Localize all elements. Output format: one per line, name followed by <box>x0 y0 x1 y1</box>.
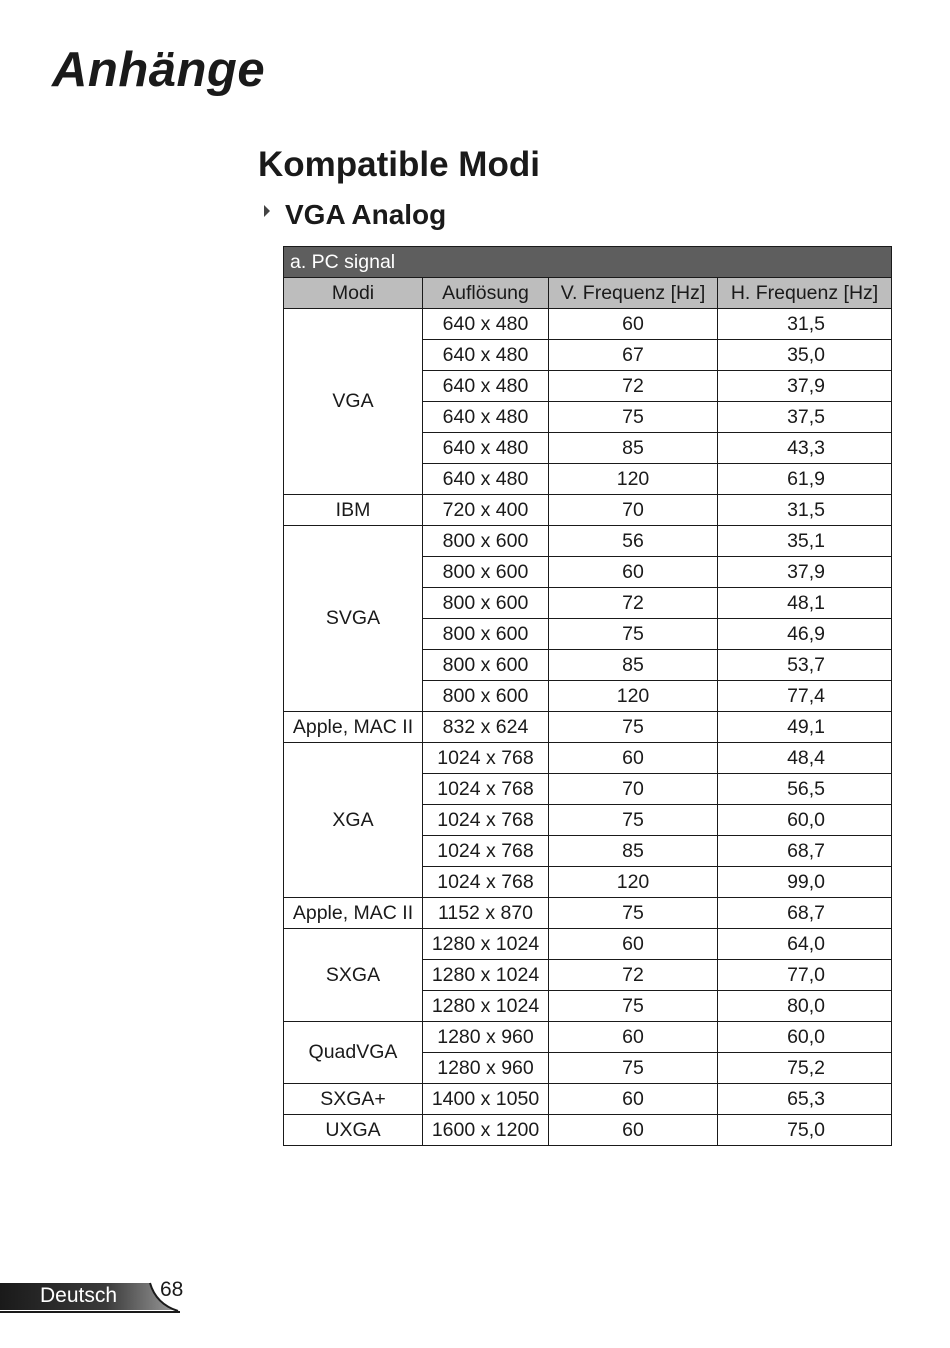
section-title: Kompatible Modi <box>258 145 540 184</box>
h-frequency-cell: 37,9 <box>718 371 892 402</box>
mode-cell: Apple, MAC II <box>284 898 423 929</box>
subsection-title: VGA Analog <box>285 199 447 230</box>
v-frequency-cell: 120 <box>549 867 718 898</box>
h-frequency-cell: 37,5 <box>718 402 892 433</box>
table-row <box>284 1022 892 1053</box>
resolution-cell: 800 x 600 <box>423 619 549 650</box>
header-h-frequenz: H. Frequenz [Hz] <box>718 278 892 309</box>
v-frequency-cell: 75 <box>549 402 718 433</box>
chapter-title: Anhänge <box>52 43 266 97</box>
h-frequency-cell: 60,0 <box>718 1022 892 1053</box>
resolution-cell: 1280 x 1024 <box>423 960 549 991</box>
v-frequency-cell: 75 <box>549 619 718 650</box>
h-frequency-cell: 80,0 <box>718 991 892 1022</box>
v-frequency-cell: 70 <box>549 495 718 526</box>
resolution-cell: 800 x 600 <box>423 557 549 588</box>
v-frequency-cell: 85 <box>549 433 718 464</box>
h-frequency-cell: 75,2 <box>718 1053 892 1084</box>
table-row <box>284 743 892 774</box>
v-frequency-cell: 60 <box>549 1022 718 1053</box>
v-frequency-cell: 75 <box>549 991 718 1022</box>
h-frequency-cell: 48,4 <box>718 743 892 774</box>
resolution-cell: 1280 x 960 <box>423 1022 549 1053</box>
h-frequency-cell: 68,7 <box>718 898 892 929</box>
resolution-cell: 800 x 600 <box>423 526 549 557</box>
table-caption-row <box>284 247 892 278</box>
resolution-cell: 1280 x 1024 <box>423 929 549 960</box>
resolution-cell: 640 x 480 <box>423 402 549 433</box>
resolution-cell: 640 x 480 <box>423 340 549 371</box>
h-frequency-cell: 53,7 <box>718 650 892 681</box>
mode-cell: SXGA+ <box>284 1084 423 1115</box>
triangle-bullet-icon <box>264 205 270 217</box>
h-frequency-cell: 60,0 <box>718 805 892 836</box>
table-row <box>284 898 892 929</box>
resolution-cell: 720 x 400 <box>423 495 549 526</box>
mode-cell: SVGA <box>284 526 423 712</box>
v-frequency-cell: 60 <box>549 557 718 588</box>
v-frequency-cell: 60 <box>549 1084 718 1115</box>
resolution-cell: 800 x 600 <box>423 588 549 619</box>
v-frequency-cell: 60 <box>549 309 718 340</box>
resolution-cell: 1024 x 768 <box>423 743 549 774</box>
v-frequency-cell: 75 <box>549 1053 718 1084</box>
resolution-cell: 1600 x 1200 <box>423 1115 549 1146</box>
v-frequency-cell: 67 <box>549 340 718 371</box>
resolution-cell: 1152 x 870 <box>423 898 549 929</box>
v-frequency-cell: 120 <box>549 681 718 712</box>
mode-cell: XGA <box>284 743 423 898</box>
v-frequency-cell: 120 <box>549 464 718 495</box>
v-frequency-cell: 75 <box>549 712 718 743</box>
resolution-cell: 800 x 600 <box>423 681 549 712</box>
v-frequency-cell: 72 <box>549 371 718 402</box>
h-frequency-cell: 37,9 <box>718 557 892 588</box>
v-frequency-cell: 60 <box>549 929 718 960</box>
h-frequency-cell: 31,5 <box>718 495 892 526</box>
h-frequency-cell: 77,0 <box>718 960 892 991</box>
v-frequency-cell: 72 <box>549 588 718 619</box>
table-row <box>284 1115 892 1146</box>
h-frequency-cell: 56,5 <box>718 774 892 805</box>
v-frequency-cell: 75 <box>549 805 718 836</box>
resolution-cell: 800 x 600 <box>423 650 549 681</box>
header-v-frequenz: V. Frequenz [Hz] <box>549 278 718 309</box>
resolution-cell: 1024 x 768 <box>423 867 549 898</box>
v-frequency-cell: 60 <box>549 743 718 774</box>
h-frequency-cell: 49,1 <box>718 712 892 743</box>
v-frequency-cell: 85 <box>549 836 718 867</box>
h-frequency-cell: 35,0 <box>718 340 892 371</box>
mode-cell: Apple, MAC II <box>284 712 423 743</box>
footer-language: Deutsch <box>40 1284 118 1307</box>
resolution-cell: 640 x 480 <box>423 371 549 402</box>
mode-cell: QuadVGA <box>284 1022 423 1084</box>
table-header-row <box>284 278 892 309</box>
mode-cell: VGA <box>284 309 423 495</box>
table-row <box>284 309 892 340</box>
page-number: 68 <box>160 1278 184 1301</box>
h-frequency-cell: 68,7 <box>718 836 892 867</box>
v-frequency-cell: 75 <box>549 898 718 929</box>
compatible-modes-table <box>283 246 892 1146</box>
h-frequency-cell: 65,3 <box>718 1084 892 1115</box>
h-frequency-cell: 35,1 <box>718 526 892 557</box>
resolution-cell: 640 x 480 <box>423 309 549 340</box>
table-row <box>284 1084 892 1115</box>
resolution-cell: 640 x 480 <box>423 464 549 495</box>
table-body <box>284 309 892 1146</box>
h-frequency-cell: 75,0 <box>718 1115 892 1146</box>
table-caption: a. PC signal <box>284 247 892 278</box>
subsection-heading <box>264 199 446 231</box>
resolution-cell: 1024 x 768 <box>423 774 549 805</box>
h-frequency-cell: 61,9 <box>718 464 892 495</box>
v-frequency-cell: 72 <box>549 960 718 991</box>
resolution-cell: 1280 x 960 <box>423 1053 549 1084</box>
h-frequency-cell: 48,1 <box>718 588 892 619</box>
resolution-cell: 1024 x 768 <box>423 836 549 867</box>
h-frequency-cell: 46,9 <box>718 619 892 650</box>
table-row <box>284 526 892 557</box>
header-aufloesung: Auflösung <box>423 278 549 309</box>
h-frequency-cell: 99,0 <box>718 867 892 898</box>
resolution-cell: 640 x 480 <box>423 433 549 464</box>
table-row <box>284 495 892 526</box>
table-row <box>284 929 892 960</box>
header-modi: Modi <box>284 278 423 309</box>
v-frequency-cell: 70 <box>549 774 718 805</box>
resolution-cell: 1024 x 768 <box>423 805 549 836</box>
h-frequency-cell: 31,5 <box>718 309 892 340</box>
resolution-cell: 1400 x 1050 <box>423 1084 549 1115</box>
table-row <box>284 712 892 743</box>
mode-cell: UXGA <box>284 1115 423 1146</box>
h-frequency-cell: 64,0 <box>718 929 892 960</box>
v-frequency-cell: 56 <box>549 526 718 557</box>
h-frequency-cell: 43,3 <box>718 433 892 464</box>
v-frequency-cell: 60 <box>549 1115 718 1146</box>
h-frequency-cell: 77,4 <box>718 681 892 712</box>
mode-cell: IBM <box>284 495 423 526</box>
resolution-cell: 832 x 624 <box>423 712 549 743</box>
mode-cell: SXGA <box>284 929 423 1022</box>
resolution-cell: 1280 x 1024 <box>423 991 549 1022</box>
v-frequency-cell: 85 <box>549 650 718 681</box>
